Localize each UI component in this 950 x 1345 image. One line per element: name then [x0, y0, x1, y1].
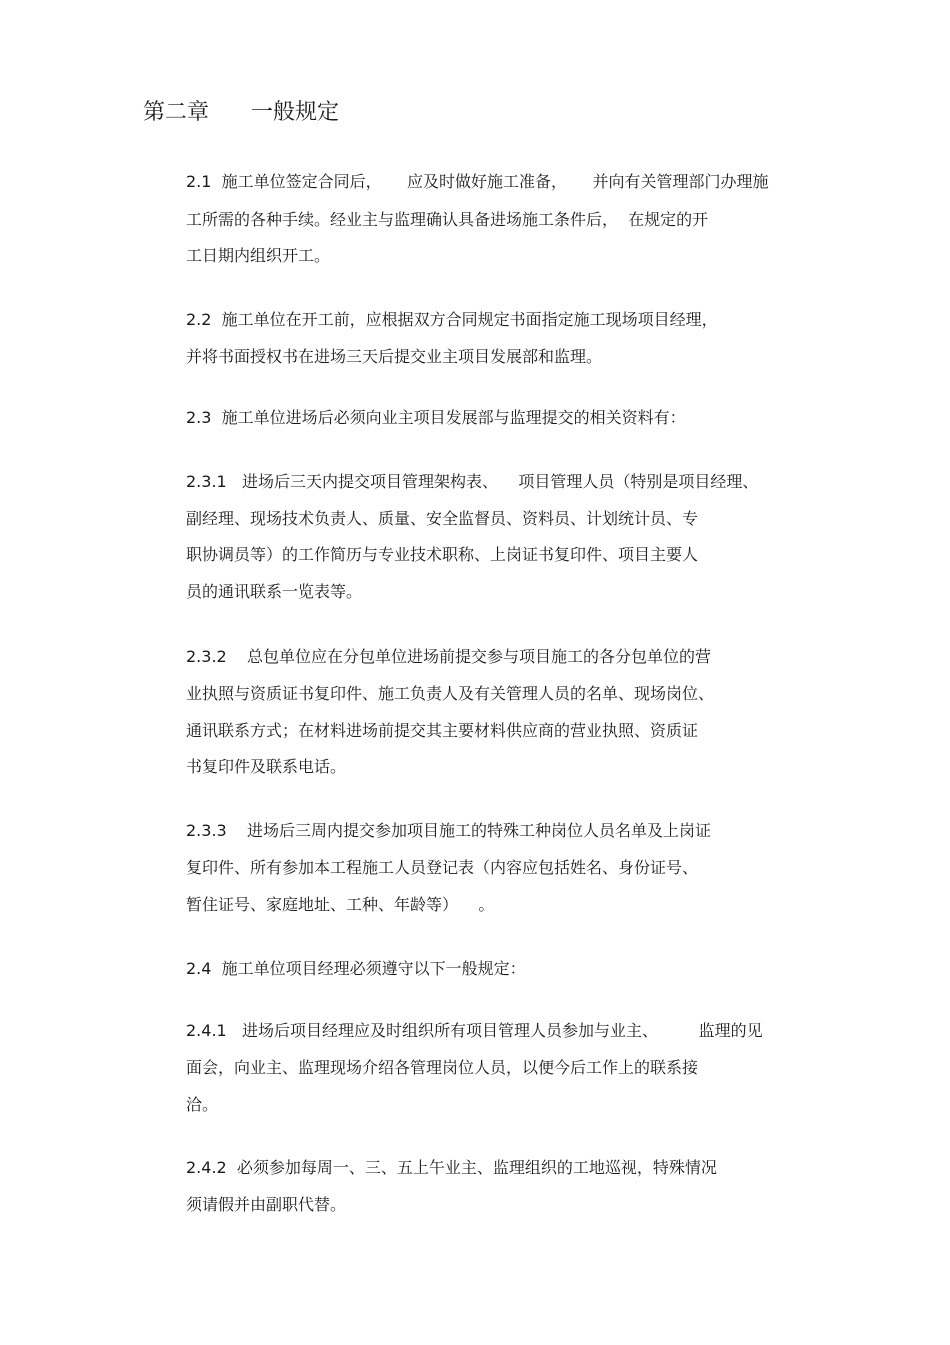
paragraph-line: 业执照与资质证书复印件、施工负责人及有关管理人员的名单、现场岗位、	[186, 684, 715, 703]
paragraph-line: 暂住证号、家庭地址、工种、年龄等） 。	[186, 895, 495, 914]
paragraph-line: 通讯联系方式；在材料进场前提交其主要材料供应商的营业执照、资质证	[186, 721, 699, 740]
paragraph-line: 副经理、现场技术负责人、质量、安全监督员、资料员、计划统计员、专	[186, 509, 699, 528]
paragraph-line: 2.2 施工单位在开工前，应根据双方合同规定书面指定施工现场项目经理，	[186, 310, 718, 329]
paragraph-line: 2.1 施工单位签定合同后， 应及时做好施工准备， 并向有关管理部门办理施	[186, 172, 769, 191]
paragraph-line: 工所需的各种手续。经业主与监理确认具备进场施工条件后， 在规定的开	[186, 210, 709, 229]
paragraph-line: 须请假并由副职代替。	[186, 1195, 347, 1214]
paragraph-line: 书复印件及联系电话。	[186, 757, 347, 776]
paragraph-line: 2.3.3 进场后三周内提交参加项目施工的特殊工种岗位人员名单及上岗证	[186, 821, 712, 840]
paragraph-line: 职协调员等）的工作简历与专业技术职称、上岗证书复印件、项目主要人	[186, 545, 699, 564]
paragraph-line: 复印件、所有参加本工程施工人员登记表（内容应包括姓名、身份证号、	[186, 858, 699, 877]
paragraph-line: 员的通讯联系一览表等。	[186, 582, 363, 601]
paragraph-line: 并将书面授权书在进场三天后提交业主项目发展部和监理。	[186, 347, 603, 366]
paragraph-line: 洽。	[186, 1095, 219, 1114]
paragraph-line: 面会，向业主、监理现场介绍各管理岗位人员，以便今后工作上的联系接	[186, 1058, 699, 1077]
paragraph-line: 2.3 施工单位进场后必须向业主项目发展部与监理提交的相关资料有：	[186, 408, 686, 427]
chapter-title: 第二章 一般规定	[143, 100, 339, 125]
paragraph-line: 2.4.1 进场后项目经理应及时组织所有项目管理人员参加与业主、 监理的见	[186, 1021, 763, 1040]
paragraph-line: 2.3.2 总包单位应在分包单位进场前提交参与项目施工的各分包单位的营	[186, 647, 712, 666]
paragraph-line: 2.4.2 必须参加每周一、三、五上午业主、监理组织的工地巡视，特殊情况	[186, 1158, 717, 1177]
paragraph-line: 工日期内组织开工。	[186, 246, 331, 265]
paragraph-line: 2.4 施工单位项目经理必须遵守以下一般规定：	[186, 959, 526, 978]
paragraph-line: 2.3.1 进场后三天内提交项目管理架构表、 项目管理人员（特别是项目经理、	[186, 472, 759, 491]
